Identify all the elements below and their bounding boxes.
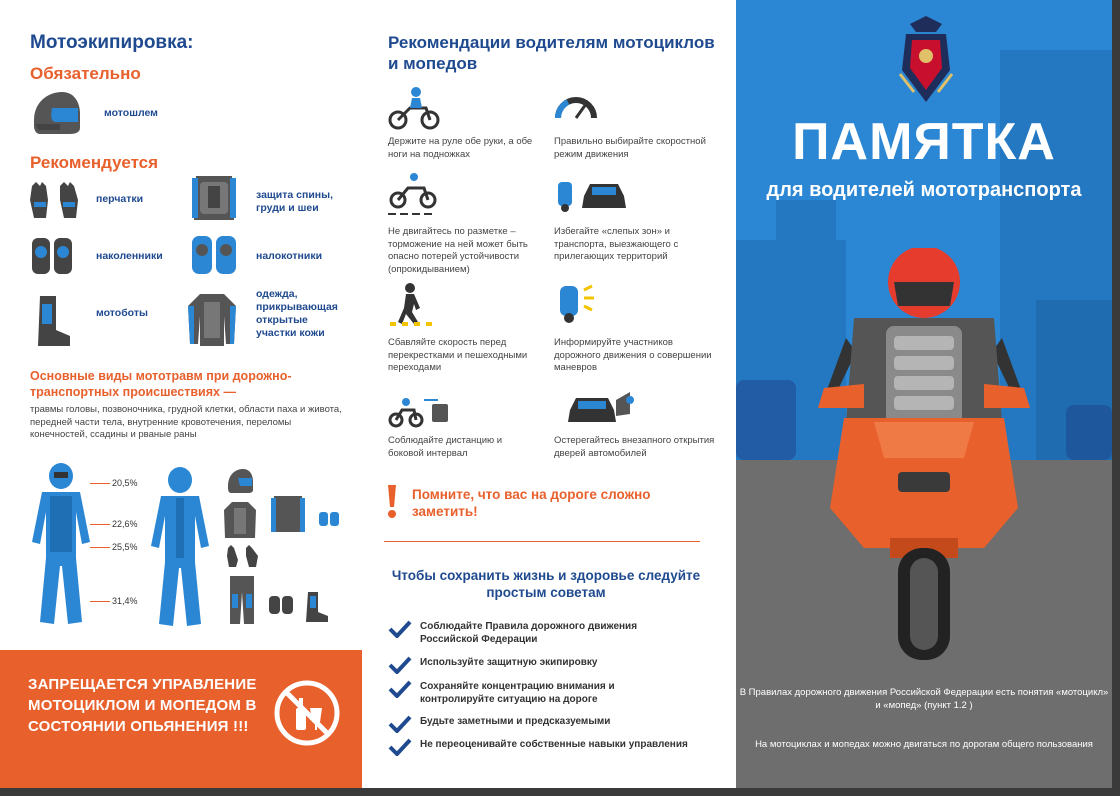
recommended-heading: Рекомендуется (30, 153, 159, 172)
checkmark-icon (388, 738, 412, 756)
injuries-text: травмы головы, позвоночника, грудной клетки, области паха и живота, передней части тела, внутренние кровотечения, переломы конечностей, ссадины и рваные раны (30, 404, 342, 440)
car-door-icon (568, 386, 640, 428)
small-gloves-icon (226, 544, 260, 568)
no-alcohol-icon (272, 678, 342, 748)
cover-subtitle: для водителей мототранспорта (766, 179, 1082, 201)
jacket-icon (186, 290, 238, 348)
equipment-column (0, 0, 362, 788)
boots-icon (32, 294, 74, 348)
cover-panel (736, 0, 1112, 788)
recommendations-column: Рекомендации водителям мотоциклов и мопедов Держите на руле обе руки, а обе ноги на подножках Правильно выбирайте скоростной режим движения Не двигайтесь по разметке – торможение на ней может быть опасно потерей устойчивости (опрокидыванием) Избегайте «слепых зон» и транспорта, выезжающего с прилегающих территорий Сбавляйте скорость перед перекрестками и пешеходными переходами Информируйте участников дорожного движения о совершении маневров Соблюдайте дистанцию и боковой интервал Остерегайтесь внезапного открытия дверей автомобилей Помните, что вас на дороге сложно заметить! Чтобы сохранить жизнь и здоровье следуйте простым советам Соблюдайте Правила дорожного движения Российской Федерации Используйте защитную экипировку Сохраняйте концентрацию внимания и контролируйте ситуацию на дороге Будьте заметными и предсказуемыми Не переоценивайте собственные навыки управления (362, 0, 736, 788)
turn-signal-icon (554, 280, 598, 324)
clothing-label: одежда, прикрывающая открытые участки кожи (256, 288, 338, 339)
checkmark-icon (388, 620, 412, 638)
gloves-label: перчатки (96, 193, 144, 205)
checkmark-icon (388, 680, 412, 698)
helmet-icon (30, 90, 82, 136)
tips-title: Чтобы сохранить жизнь и здоровье следуйте простым советам (391, 568, 701, 600)
small-elbow-pads-icon (318, 510, 340, 528)
recommendation-1: Держите на руле обе руки, а обе ноги на подножках (388, 136, 533, 160)
recommendation-7: Соблюдайте дистанцию и боковой интервал (388, 435, 503, 459)
boots-label: мотоботы (96, 307, 148, 319)
percent-legs: 31,4% (112, 596, 138, 606)
roads-note: На мотоциклах и мопедах можно двигаться по дорогам общего пользования (755, 739, 1093, 750)
back-protection-label: защита спины, груди и шеи (256, 189, 333, 214)
small-helmet-icon (226, 468, 254, 494)
recommendation-3: Не двигайтесь по разметке – торможение на ней может быть опасно потерей устойчивости (опрокидыванием) (388, 226, 528, 275)
cover-title: ПАМЯТКА (792, 113, 1056, 171)
percent-abdomen: 25,5% (112, 542, 138, 552)
recommendation-6: Информируйте участников дорожного движения о совершении маневров (554, 337, 712, 373)
recommendation-5: Сбавляйте скорость перед перекрестками и пешеходными переходами (388, 337, 528, 373)
recommendation-2: Правильно выбирайте скоростной режим движения (554, 136, 706, 160)
distance-icon (388, 390, 448, 428)
injuries-title: Основные виды мототравм при дорожно-транспортных происшествиях — (30, 369, 292, 399)
drunk-driving-ban (0, 650, 362, 788)
knee-pads-label: наколенники (96, 250, 163, 262)
gloves-icon (28, 180, 80, 222)
section-divider (384, 541, 700, 542)
blind-spot-icon (554, 176, 634, 214)
police-emblem-icon (896, 14, 956, 106)
small-jacket-icon (222, 500, 258, 540)
small-knee-pads-icon (268, 594, 294, 616)
checkmark-icon (388, 656, 412, 674)
exclamation-icon (384, 483, 400, 519)
recommendation-4: Избегайте «слепых зон» и транспорта, выезжающего с прилегающих территорий (554, 226, 679, 262)
knee-pads-icon (30, 234, 74, 278)
checkmark-icon (388, 715, 412, 733)
recommendation-8: Остерегайтесь внезапного открытия дверей автомобилей (554, 435, 715, 459)
elbow-pads-icon (190, 232, 238, 278)
ban-text: ЗАПРЕЩАЕТСЯ УПРАВЛЕНИЕ МОТОЦИКЛОМ И МОПЕДОМ В СОСТОЯНИИ ОПЬЯНЕНИЯ !!! (28, 676, 257, 735)
equipment-title: Мотоэкипировка: (30, 32, 194, 53)
mandatory-heading: Обязательно (30, 64, 141, 83)
road-marking-icon (388, 172, 440, 216)
percent-head: 20,5% (112, 478, 138, 488)
pedestrian-crossing-icon (388, 282, 432, 326)
small-boots-icon (304, 590, 330, 624)
back-protector-icon (190, 172, 238, 224)
elbow-pads-label: налокотники (256, 250, 323, 262)
percent-torso: 22,6% (112, 519, 138, 529)
rules-note: В Правилах дорожного движения Российской Федерации есть понятия «мотоцикл» и «мопед» (пункт 1.2 ) (739, 687, 1109, 711)
helmet-label: мотошлем (104, 107, 158, 119)
rider-hands-icon (388, 86, 440, 130)
rider-suit-back-icon (146, 466, 214, 630)
motorcyclist-illustration (794, 248, 1054, 668)
small-pants-icon (228, 574, 256, 626)
small-back-protector-icon (270, 494, 306, 536)
speedometer-icon (554, 86, 598, 122)
visibility-warning: Помните, что вас на дороге сложно заметить! (412, 487, 651, 519)
recommendations-title: Рекомендации водителям мотоциклов и мопедов (388, 33, 715, 73)
rider-suit-icon (26, 462, 96, 630)
